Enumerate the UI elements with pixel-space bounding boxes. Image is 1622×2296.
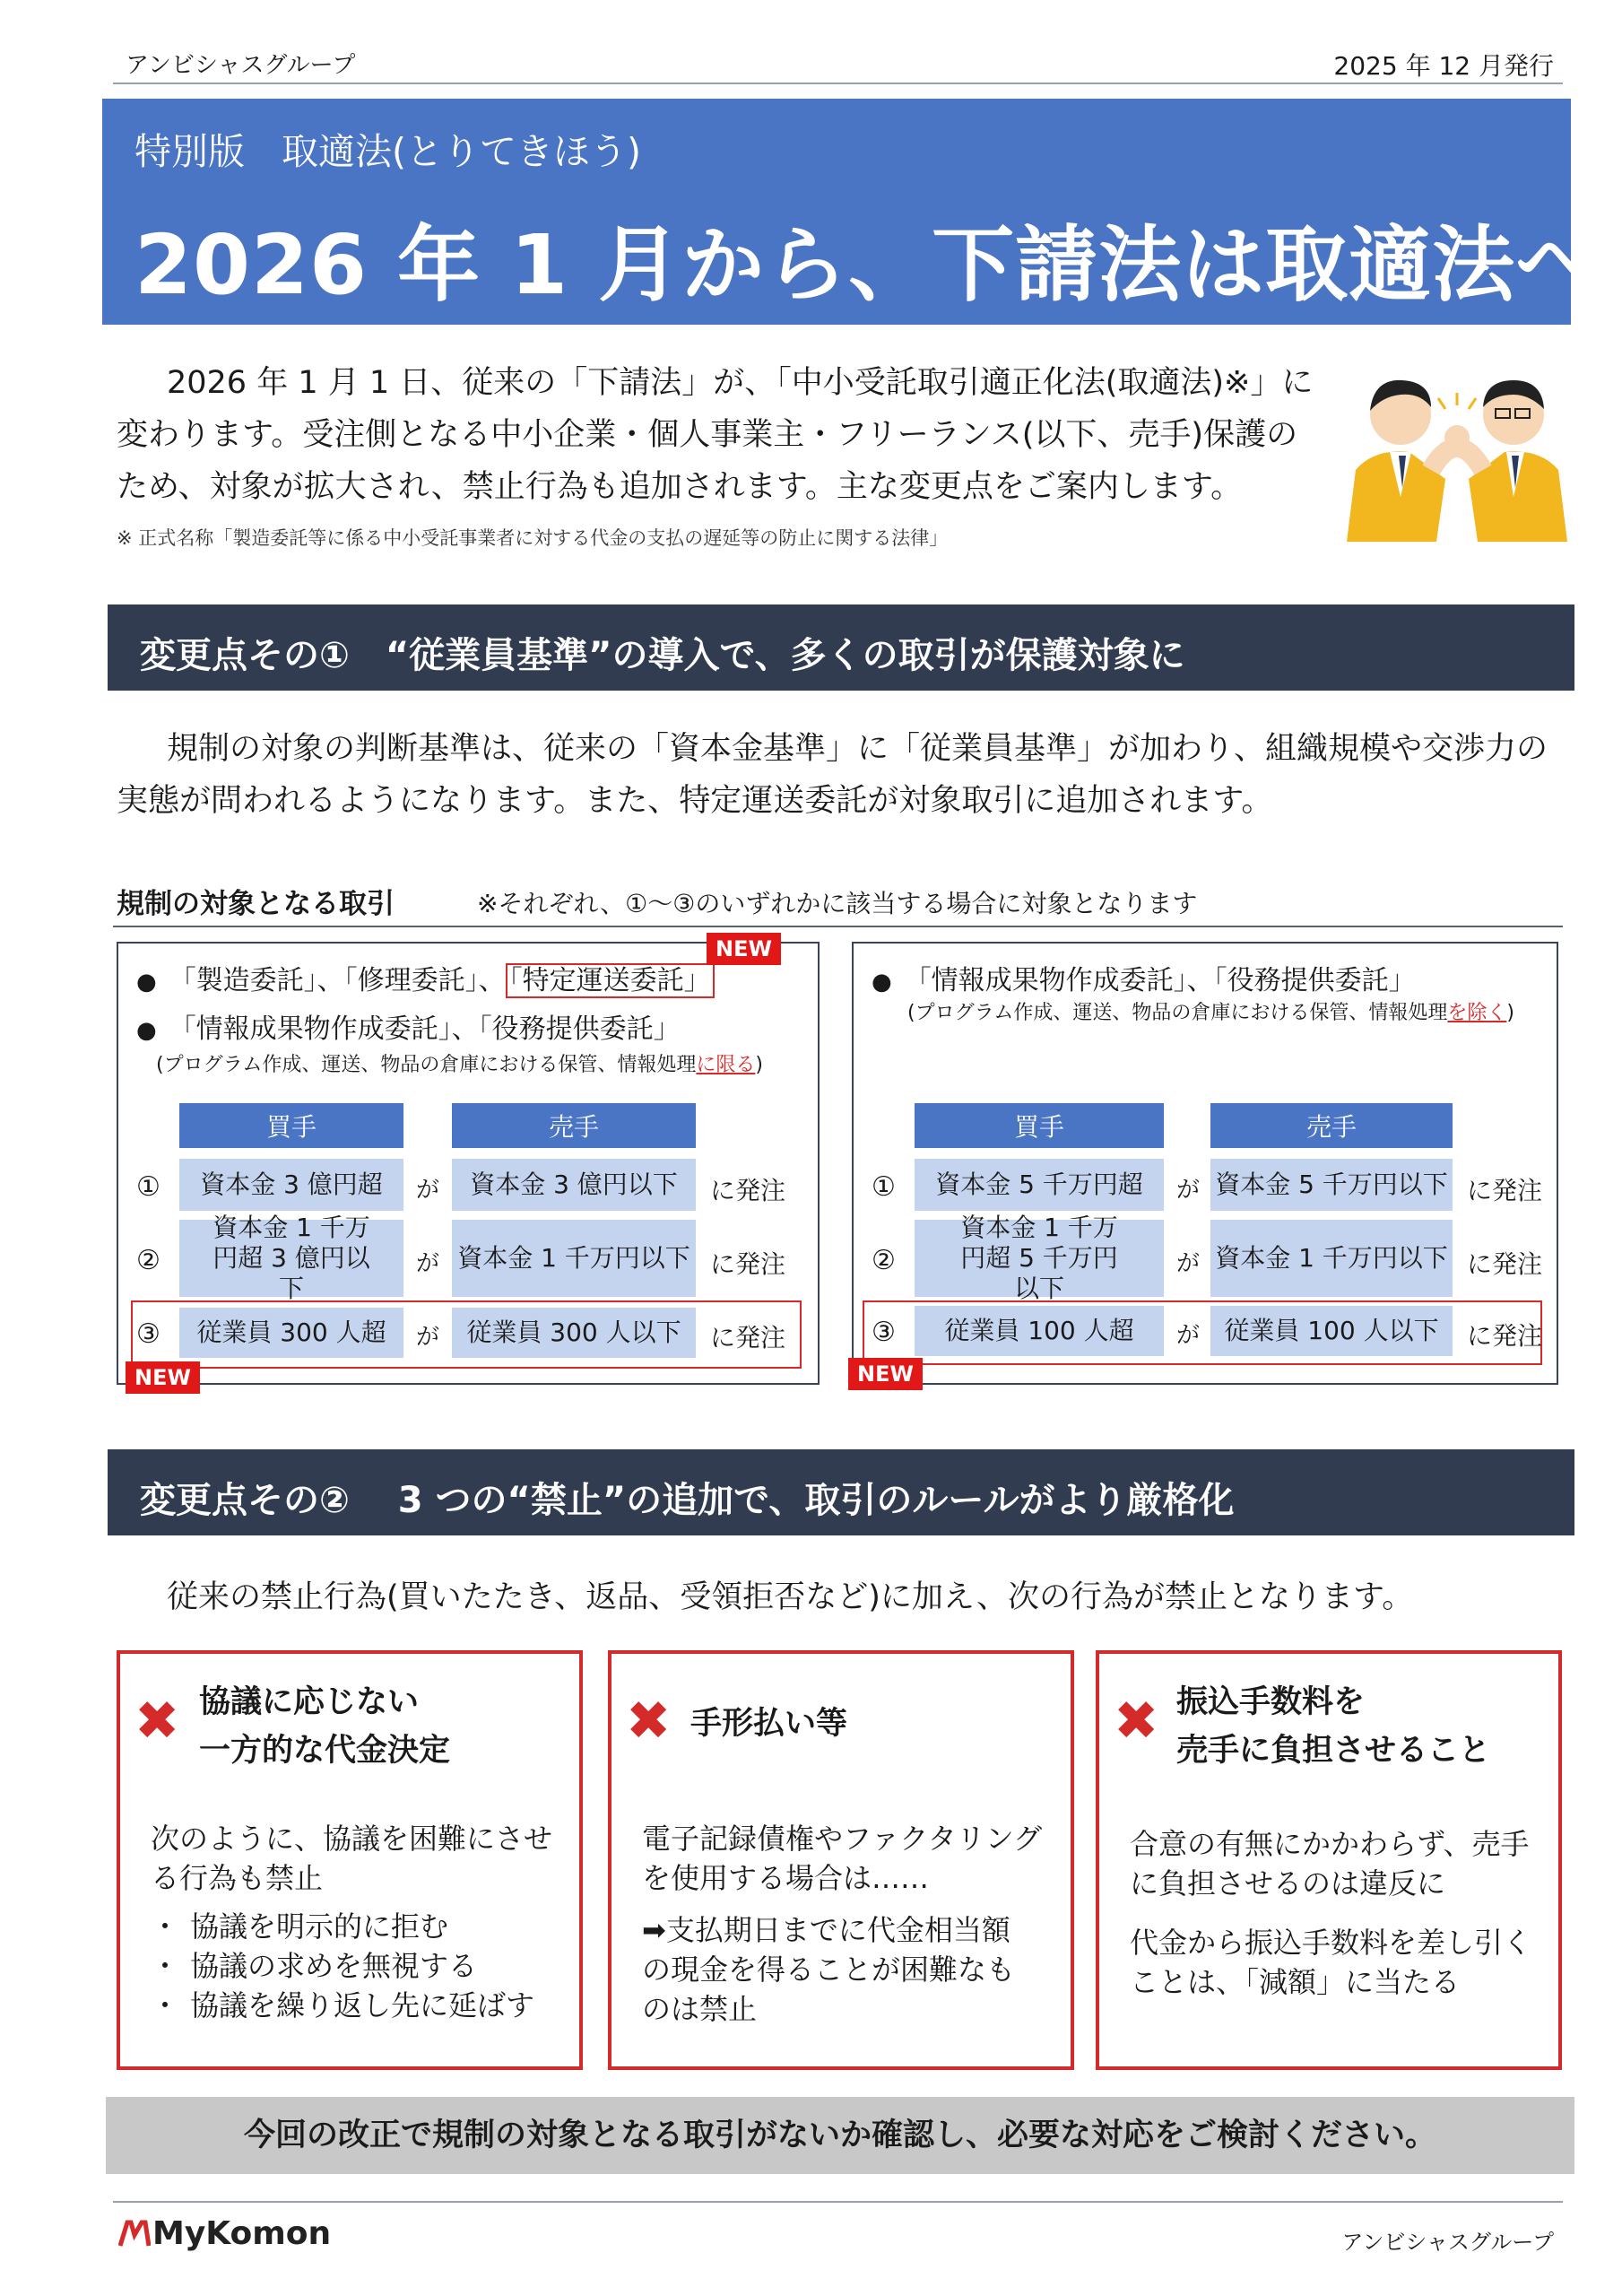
left-row3-buyer: 従業員 300 人超 <box>179 1308 403 1358</box>
card1-list <box>151 1907 563 2025</box>
new-badge-left-row3: NEW <box>126 1361 200 1394</box>
card2-arrow-text: ➡支払期日までに代金相当額の現金を得ることが困難なものは禁止 <box>642 1913 1016 2026</box>
mykomon-logo-icon <box>118 2219 151 2248</box>
right-row1-order: に発注 <box>1467 1176 1543 1205</box>
prohibition-card-3 <box>1096 1650 1562 2070</box>
left-row2-buyer: 資本金 1 千万円超 3 億円以下 <box>179 1220 403 1297</box>
left-row2-ga: が <box>416 1250 440 1277</box>
section1-header <box>108 604 1574 691</box>
left-row1-buyer: 資本金 3 億円超 <box>179 1159 403 1211</box>
right-row3-order: に発注 <box>1467 1321 1543 1351</box>
header-divider <box>113 83 1563 84</box>
left-paren-c: ) <box>755 1054 763 1076</box>
page-title: 2026 年 1 月から、下請法は取適法へ <box>134 217 1600 313</box>
left-paren <box>156 1049 763 1077</box>
right-paren-b: を除く <box>1447 1002 1507 1024</box>
prohibition-card-1 <box>117 1650 583 2070</box>
new-badge-right-row3: NEW <box>848 1358 923 1390</box>
left-criteria-box <box>117 942 820 1385</box>
new-badge-transport: NEW <box>707 933 781 965</box>
right-bullet-1: ● 「情報成果物作成委託」、「役務提供委託」 <box>872 958 1416 997</box>
right-paren-a: (プログラム作成、運送、物品の倉庫における保管、情報処理 <box>907 1002 1448 1024</box>
list-item: ・ 協議を明示的に拒む <box>151 1907 563 1946</box>
left-bullet-1 <box>136 958 715 997</box>
closing-message: 今回の改正で規制の対象となる取引がないか確認し、必要な対応をご検討ください。 <box>106 2097 1574 2174</box>
right-row2-buyer: 資本金 1 千万円超 5 千万円以下 <box>915 1220 1164 1297</box>
right-paren <box>907 997 1514 1025</box>
right-row1-buyer: 資本金 5 千万円超 <box>915 1159 1164 1211</box>
prohibited-x-icon: ✖ <box>1114 1690 1159 1752</box>
left-row1-seller: 資本金 3 億円以下 <box>452 1159 696 1211</box>
left-bullet-1-new-item: 「特定運送委託」 <box>506 963 715 998</box>
left-paren-b: に限る <box>696 1054 756 1076</box>
right-row3-buyer: 従業員 100 人超 <box>915 1306 1164 1356</box>
mykomon-logo-text: MyKomon <box>152 2215 332 2252</box>
right-row2-ga: が <box>1176 1250 1201 1277</box>
card1-title-1: 協議に応じない <box>199 1684 420 1720</box>
issue-date: 2025 年 12 月発行 <box>1333 51 1554 81</box>
left-col-seller: 売手 <box>452 1103 696 1148</box>
right-paren-c: ) <box>1506 1002 1514 1024</box>
list-item: ・ 協議の求めを無視する <box>151 1946 563 1986</box>
header-org: アンビシャスグループ <box>126 52 356 79</box>
section1-title: 変更点その① “従業員基準”の導入で、多くの取引が保護対象に <box>140 635 1185 676</box>
right-col-buyer: 買手 <box>915 1103 1164 1148</box>
card2-body: 電子記録債権やファクタリングを使用する場合は…… <box>642 1822 1043 1895</box>
left-row2-order: に発注 <box>710 1249 786 1279</box>
prohibition-card-2 <box>608 1650 1074 2070</box>
card1-body: 次のように、協議を困難にさせる行為も禁止 <box>151 1822 553 1895</box>
right-row2-order: に発注 <box>1467 1249 1543 1279</box>
left-paren-a: (プログラム作成、運送、物品の倉庫における保管、情報処理 <box>156 1054 697 1076</box>
left-row3-ga: が <box>416 1324 440 1351</box>
section2-title: 変更点その② 3 つの“禁止”の追加で、取引のルールがより厳格化 <box>140 1480 1235 1521</box>
card3-body: 合意の有無にかかわらず、売手に負担させるのは違反に <box>1130 1827 1530 1900</box>
left-row2-num: ② <box>136 1245 160 1276</box>
left-row2-seller: 資本金 1 千万円以下 <box>452 1220 696 1297</box>
section2-text: 従来の禁止行為(買いたたき、返品、受領拒否など)に加え、次の行為が禁止となります。 <box>167 1579 1414 1615</box>
card3-title-1: 振込手数料を <box>1176 1684 1366 1720</box>
left-row1-ga: が <box>416 1177 440 1204</box>
footer-divider <box>113 2201 1563 2203</box>
prohibited-x-icon: ✖ <box>626 1690 672 1752</box>
intro-text: 2026 年 1 月 1 日、従来の「下請法」が、「中小受託取引適正化法(取適法)※」に変わります。受注側となる中小企業・個人事業主・フリーランス(以下、売手)保護のため、対象が拡大され、禁止行為も追加されます。主な変更点をご案内します。 <box>117 365 1314 505</box>
right-col-seller: 売手 <box>1210 1103 1453 1148</box>
handshake-illustration <box>1338 362 1576 542</box>
left-row1-num: ① <box>136 1171 160 1203</box>
prohibited-x-icon: ✖ <box>134 1690 180 1752</box>
left-row1-order: に発注 <box>710 1176 786 1205</box>
list-item: ・ 協議を繰り返し先に延ばす <box>151 1986 563 2025</box>
intro-footnote: ※ 正式名称「製造委託等に係る中小受託事業者に対する代金の支払の遅延等の防止に関する法律」 <box>117 527 949 549</box>
left-row3-num: ③ <box>136 1318 160 1350</box>
transactions-title: 規制の対象となる取引 <box>117 888 395 920</box>
card3-body-2: 代金から振込手数料を差し引くことは、「減額」に当たる <box>1130 1926 1532 1999</box>
right-row1-seller: 資本金 5 千万円以下 <box>1210 1159 1453 1211</box>
footer-org: アンビシャスグループ <box>1341 2230 1554 2255</box>
right-row1-num: ① <box>872 1171 896 1203</box>
right-row3-seller: 従業員 100 人以下 <box>1210 1306 1453 1356</box>
right-row2-seller: 資本金 1 千万円以下 <box>1210 1220 1453 1297</box>
transactions-note: ※それぞれ、①～③のいずれかに該当する場合に対象となります <box>477 889 1198 918</box>
left-bullet-2: ● 「情報成果物作成委託」、「役務提供委託」 <box>136 1006 681 1046</box>
left-row3-seller: 従業員 300 人以下 <box>452 1308 696 1358</box>
section1-text: 規制の対象の判断基準は、従来の「資本金基準」に「従業員基準」が加わり、組織規模や交渉力の実態が問われるようになります。また、特定運送委託が対象取引に追加されます。 <box>117 731 1548 819</box>
card2-title-1: 手形払い等 <box>690 1706 848 1742</box>
card1-title-2: 一方的な代金決定 <box>199 1733 451 1769</box>
left-col-buyer: 買手 <box>179 1103 403 1148</box>
banner-subtitle: 特別版 取適法(とりてきほう) <box>134 130 641 173</box>
left-bullet-1-text: 「製造委託」、「修理委託」、 <box>169 965 506 996</box>
left-row3-order: に発注 <box>710 1323 786 1352</box>
section2-header <box>108 1449 1574 1535</box>
right-row3-ga: が <box>1176 1322 1201 1349</box>
card3-title-2: 売手に負担させること <box>1176 1733 1491 1769</box>
title-banner <box>102 99 1600 325</box>
right-criteria-box <box>852 942 1558 1385</box>
transactions-divider <box>113 926 1563 927</box>
right-row3-num: ③ <box>872 1317 896 1348</box>
mykomon-logo <box>118 2215 331 2252</box>
right-row2-num: ② <box>872 1245 896 1276</box>
right-row1-ga: が <box>1176 1177 1201 1204</box>
